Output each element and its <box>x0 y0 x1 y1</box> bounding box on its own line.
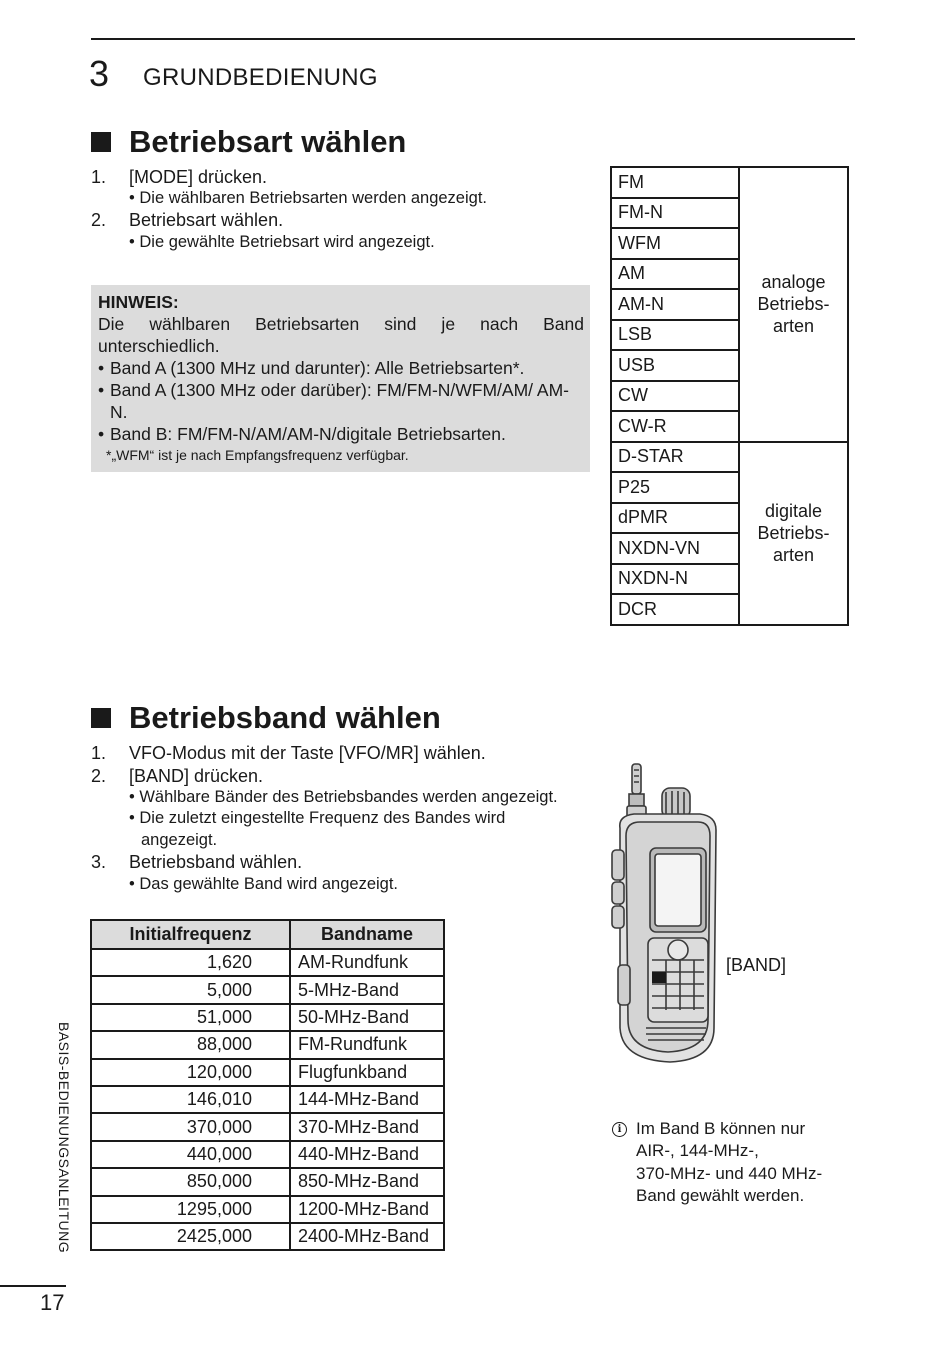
frequency-cell: 120,000 <box>91 1059 290 1086</box>
band-name-cell: 1200-MHz-Band <box>290 1196 444 1223</box>
page-number: 17 <box>40 1290 65 1315</box>
table-row <box>91 1141 444 1168</box>
mode-cell: DCR <box>611 594 739 625</box>
frequency-cell: 5,000 <box>91 976 290 1003</box>
heading-square-icon <box>91 132 111 152</box>
note-body: Die wählbaren Betriebsarten sind je nach Band unterschiedlich. <box>98 314 584 356</box>
frequency-cell: 146,010 <box>91 1086 290 1113</box>
band-name-cell: AM-Rundfunk <box>290 949 444 976</box>
table-row <box>91 1059 444 1086</box>
band-name-cell: 144-MHz-Band <box>290 1086 444 1113</box>
note-item: • Band A (1300 MHz oder darüber): FM/FM-N/WFM/AM/ AM-N. <box>98 380 569 422</box>
band-name-cell: 5-MHz-Band <box>290 976 444 1003</box>
band-table <box>90 919 445 1251</box>
digital-group-label: digitale Betriebs- arten <box>739 442 848 625</box>
footer-rule <box>0 1285 66 1287</box>
band-name-cell: FM-Rundfunk <box>290 1031 444 1058</box>
band-name-cell: 50-MHz-Band <box>290 1004 444 1031</box>
band-step-2-bullet-cont: angezeigt. <box>141 831 218 849</box>
band-name-cell: 2400-MHz-Band <box>290 1223 444 1250</box>
frequency-cell: 1,620 <box>91 949 290 976</box>
band-step-3: 3. Betriebsband wählen. <box>91 852 303 872</box>
table-row <box>91 1004 444 1031</box>
band-key-label: [BAND] <box>726 955 787 975</box>
mode-step-1: 1. [MODE] drücken. <box>91 167 268 187</box>
band-name-cell: 370-MHz-Band <box>290 1113 444 1140</box>
table-row <box>611 167 848 198</box>
note-footnote: *„WFM“ ist je nach Empfangsfrequenz verfügbar. <box>106 447 409 463</box>
mode-cell: NXDN-VN <box>611 533 739 564</box>
column-header: Initialfrequenz <box>91 920 290 949</box>
frequency-cell: 1295,000 <box>91 1196 290 1223</box>
note-title: HINWEIS: <box>98 292 179 312</box>
table-row <box>91 1196 444 1223</box>
mode-cell: FM-N <box>611 198 739 229</box>
info-line: Band gewählt werden. <box>636 1186 805 1205</box>
frequency-cell: 2425,000 <box>91 1223 290 1250</box>
mode-step-1-bullet: • Die wählbaren Betriebsarten werden angezeigt. <box>129 189 487 207</box>
mode-step-2-bullet: • Die gewählte Betriebsart wird angezeigt. <box>129 233 435 251</box>
band-step-2-bullet: • Wählbare Bänder des Betriebsbandes werden angezeigt. <box>129 788 558 806</box>
mode-cell: P25 <box>611 472 739 503</box>
frequency-cell: 370,000 <box>91 1113 290 1140</box>
table-row <box>91 1168 444 1195</box>
band-step-2: 2. [BAND] drücken. <box>91 766 264 786</box>
band-name-cell: 440-MHz-Band <box>290 1141 444 1168</box>
frequency-cell: 440,000 <box>91 1141 290 1168</box>
band-name-cell: 850-MHz-Band <box>290 1168 444 1195</box>
heading-square-icon <box>91 708 111 728</box>
mode-cell: CW <box>611 381 739 412</box>
frequency-cell: 88,000 <box>91 1031 290 1058</box>
section-heading-band: Betriebsband wählen <box>91 700 441 736</box>
mode-cell: AM <box>611 259 739 290</box>
info-icon: i <box>612 1122 627 1137</box>
mode-cell: NXDN-N <box>611 564 739 595</box>
chapter-title: GRUNDBEDIENUNG <box>143 64 378 91</box>
mode-cell: FM <box>611 167 739 198</box>
side-label: BASIS-BEDIENUNGSANLEITUNG <box>56 1022 72 1254</box>
table-row <box>91 1031 444 1058</box>
mode-cell: CW-R <box>611 411 739 442</box>
radio-illustration <box>600 760 730 1070</box>
note-item: • Band A (1300 MHz und darunter): Alle Betriebsarten*. <box>98 358 525 378</box>
mode-cell: LSB <box>611 320 739 351</box>
table-row <box>611 442 848 473</box>
mode-cell: D-STAR <box>611 442 739 473</box>
table-row <box>91 1223 444 1250</box>
table-row <box>91 949 444 976</box>
column-header: Bandname <box>290 920 444 949</box>
mode-step-2: 2. Betriebsart wählen. <box>91 210 284 230</box>
mode-cell: WFM <box>611 228 739 259</box>
top-rule <box>91 38 855 40</box>
frequency-cell: 850,000 <box>91 1168 290 1195</box>
frequency-cell: 51,000 <box>91 1004 290 1031</box>
table-header-row <box>91 920 444 949</box>
note-item: • Band B: FM/FM-N/AM/AM-N/digitale Betriebsarten. <box>98 424 506 444</box>
chapter-number: 3 <box>89 53 110 94</box>
info-line: 370-MHz- und 440 MHz- <box>636 1164 823 1183</box>
section-heading-mode: Betriebsart wählen <box>91 124 406 160</box>
note-box <box>91 285 590 472</box>
mode-table <box>610 166 849 626</box>
table-row <box>91 1086 444 1113</box>
table-row <box>91 976 444 1003</box>
band-step-2-bullet: • Die zuletzt eingestellte Frequenz des Bandes wird <box>129 809 506 827</box>
analog-group-label: analoge Betriebs- arten <box>739 167 848 442</box>
info-line: AIR-, 144-MHz-, <box>636 1141 759 1160</box>
info-line: Im Band B können nur <box>636 1119 806 1138</box>
mode-cell: AM-N <box>611 289 739 320</box>
mode-cell: USB <box>611 350 739 381</box>
table-row <box>91 1113 444 1140</box>
mode-cell: dPMR <box>611 503 739 534</box>
band-name-cell: Flugfunkband <box>290 1059 444 1086</box>
band-step-3-bullet: • Das gewählte Band wird angezeigt. <box>129 875 399 893</box>
band-step-1: 1. VFO-Modus mit der Taste [VFO/MR] wählen. <box>91 743 486 763</box>
